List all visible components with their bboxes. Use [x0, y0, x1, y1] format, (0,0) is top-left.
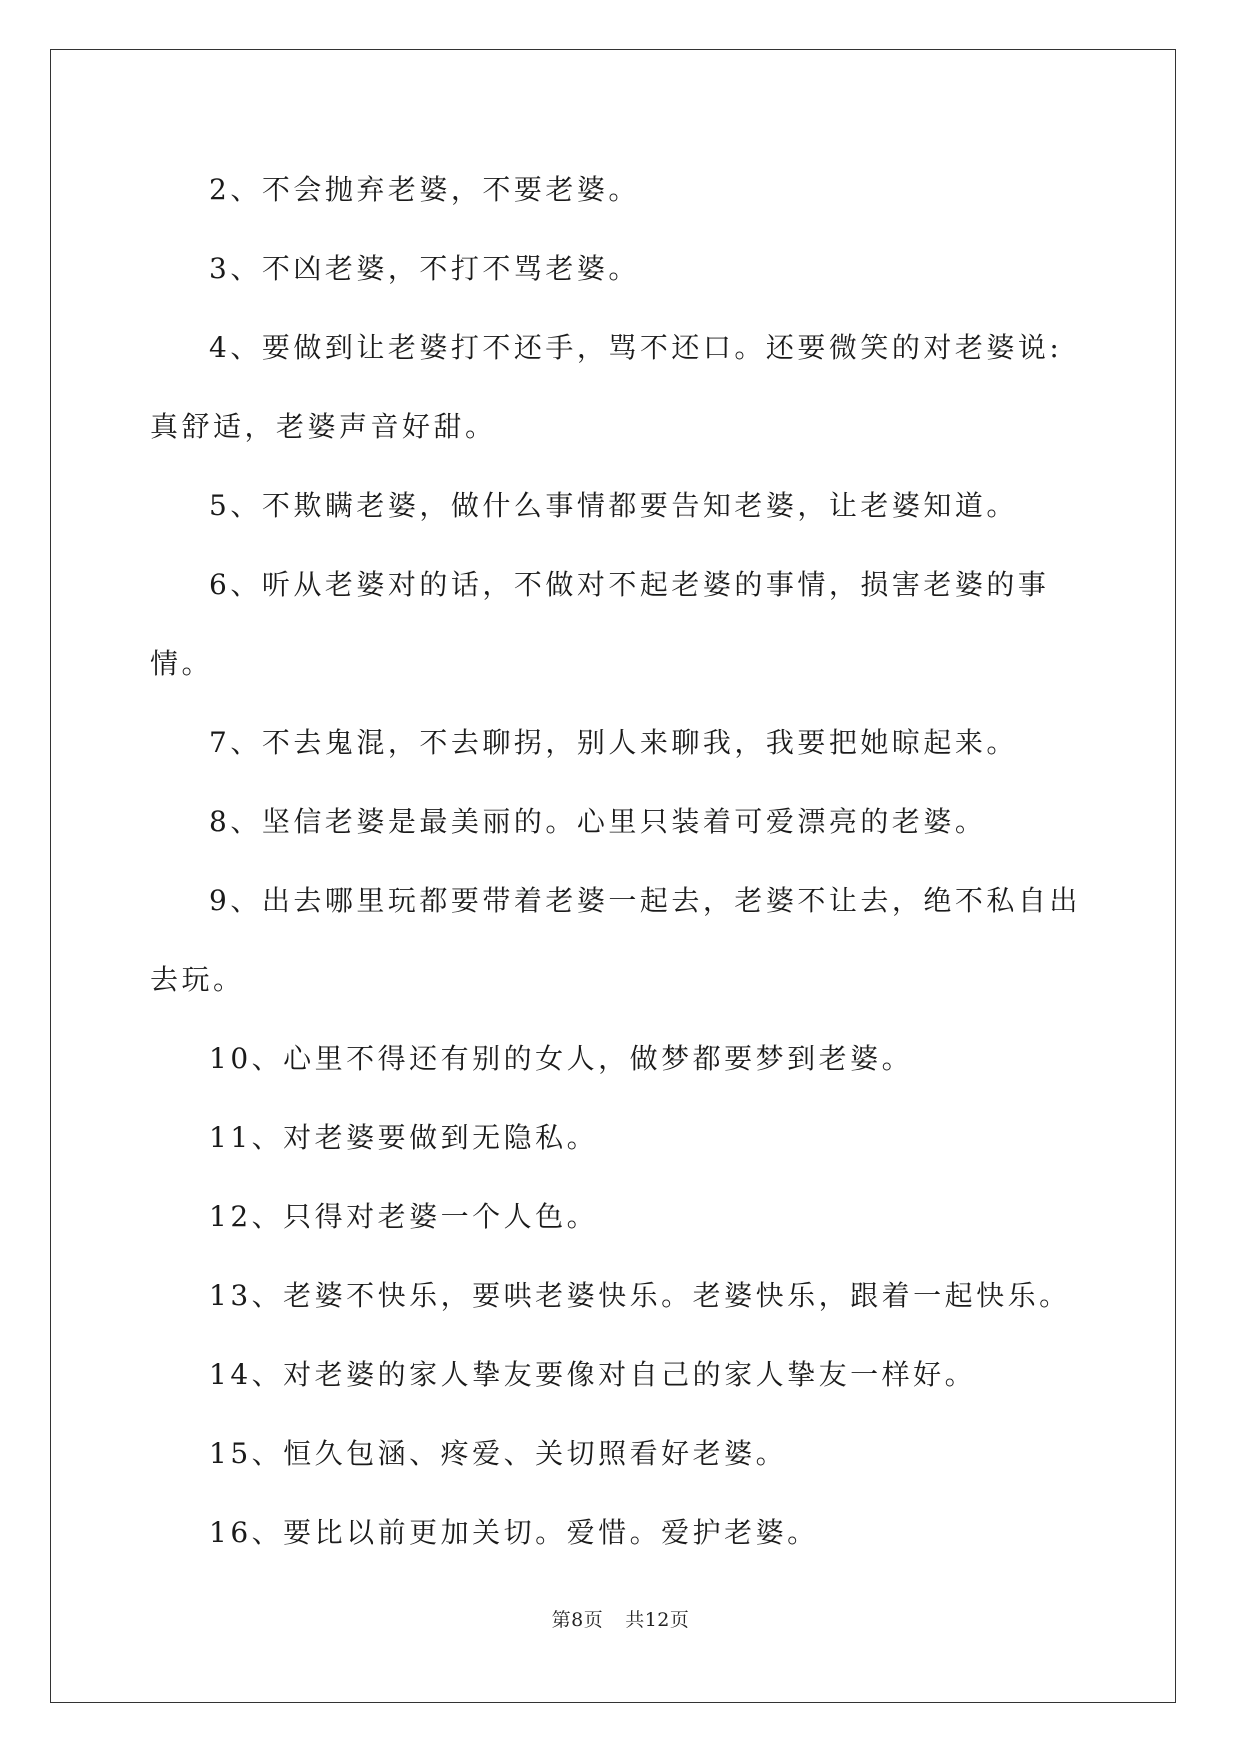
page-footer — [0, 1605, 1241, 1632]
list-item: 5、不欺瞒老婆，做什么事情都要告知老婆，让老婆知道。 — [209, 489, 1018, 522]
list-item: 15、恒久包涵、疼爱、关切照看好老婆。 — [209, 1437, 788, 1470]
list-item: 7、不去鬼混，不去聊拐，别人来聊我，我要把她晾起来。 — [209, 726, 1018, 759]
list-item: 3、不凶老婆，不打不骂老婆。 — [209, 252, 640, 285]
list-item: 14、对老婆的家人挚友要像对自己的家人挚友一样好。 — [209, 1358, 977, 1391]
list-item: 2、不会抛弃老婆，不要老婆。 — [209, 173, 640, 206]
page-number: 第8页 — [551, 1609, 604, 1631]
list-item: 4、要做到让老婆打不还手，骂不还口。还要微笑的对老婆说: 真舒适，老婆声音好甜。 — [150, 331, 1063, 443]
page-total: 共12页 — [625, 1609, 690, 1631]
list-item: 9、出去哪里玩都要带着老婆一起去，老婆不让去，绝不私自出去玩。 — [150, 884, 1081, 996]
list-item: 6、听从老婆对的话，不做对不起老婆的事情，损害老婆的事情。 — [150, 568, 1050, 680]
list-item: 13、老婆不快乐，要哄老婆快乐。老婆快乐，跟着一起快乐。 — [209, 1279, 1071, 1312]
list-item: 12、只得对老婆一个人色。 — [209, 1200, 599, 1233]
list-item: 11、对老婆要做到无隐私。 — [209, 1121, 599, 1154]
list-item: 8、坚信老婆是最美丽的。心里只装着可爱漂亮的老婆。 — [209, 805, 987, 838]
list-item: 16、要比以前更加关切。爱惜。爱护老婆。 — [209, 1516, 819, 1549]
document-body — [150, 150, 1095, 1572]
list-item: 10、心里不得还有别的女人，做梦都要梦到老婆。 — [209, 1042, 914, 1075]
